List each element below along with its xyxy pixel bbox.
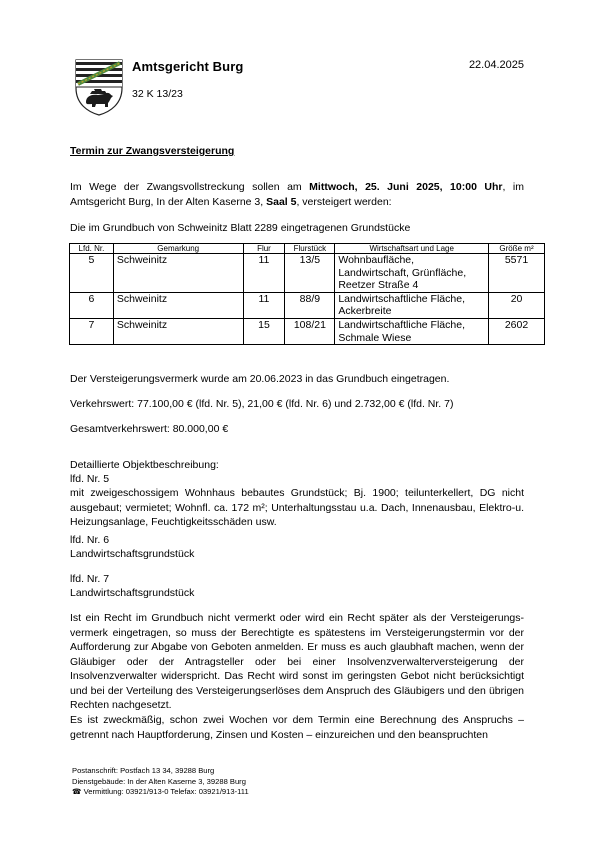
parcel-table	[69, 243, 545, 345]
cell-line: Landwirtschaft, Grünfläche,	[338, 266, 467, 279]
cell-wirtschaftsart	[335, 254, 489, 293]
table-row	[70, 254, 545, 293]
cell-line: Wohnbaufläche,	[338, 254, 415, 266]
verkehrswert-text: Verkehrswert: 77.100,00 € (lfd. Nr. 5), 21,00 € (lfd. Nr. 6) und 2.732,00 € (lfd. Nr. 7)	[70, 398, 454, 410]
footer-vermittlung-line	[72, 787, 249, 798]
phone-icon: ☎	[72, 787, 82, 796]
footer-vermittlung: Vermittlung: 03921/913-0 Telefax: 03921/913-111	[83, 787, 249, 796]
gesamtverkehrswert-text: Gesamtverkehrswert: 80.000,00 €	[70, 423, 229, 435]
table-row	[70, 318, 545, 344]
cell-lfd-nr: 5	[70, 254, 114, 293]
intro-text-1: Im Wege der Zwangsvollstreckung sollen am	[70, 181, 310, 193]
footer-dienstgebaeude: Dienstgebäude: In der Alten Kaserne 3, 39288 Burg	[72, 776, 246, 786]
recht-paragraph: Ist ein Recht im Grundbuch nicht vermerkt oder wird ein Recht später als der Versteigerungs-vermerk eingetragen, so muss der Berechtigte es spätestens im Versteigerungstermin vor der Aufforderung zur Abgabe von Geboten anmelden. Er muss es auch glaubhaft machen, wenn der Gläubiger oder der Antragsteller oder bei einer Insolvenzverwalterversteigerung der Insolvenzverwalter widerspricht. Das Recht wird sonst im geringsten Gebot nicht berücksichtigt und bei der Verteilung des Versteigerungserlöses dem Anspruch des Gläubigers und den übrigen Rechten nachgesetzt.	[70, 612, 524, 711]
intro-text-2: , im Amtsgericht Burg, In der Alten Kaserne 3,	[70, 181, 524, 208]
cell-lfd-nr: 6	[70, 292, 114, 318]
header-flurstueck: Flurstück	[285, 244, 335, 254]
cell-groesse: 20	[489, 292, 545, 318]
table-row	[70, 292, 545, 318]
objekt-nr6-text: Landwirtschaftsgrundstück	[70, 548, 195, 560]
cell-flur: 15	[243, 318, 285, 344]
header-groesse: Größe m²	[489, 244, 545, 254]
auction-room: Saal 5	[266, 195, 297, 208]
cell-flurstueck: 13/5	[285, 254, 335, 293]
cell-groesse: 5571	[489, 254, 545, 293]
header-flur: Flur	[243, 244, 285, 254]
zweck-paragraph: Es ist zweckmäßig, schon zwei Wochen vor dem Termin eine Berechnung des Anspruchs – getrennt nach Hauptforderung, Zinsen und Kosten – einzureichen und den beanspruchten	[70, 714, 524, 741]
objekt-nr7-label: lfd. Nr. 7	[70, 573, 110, 585]
cell-flur: 11	[243, 254, 285, 293]
document-title: Termin zur Zwangsversteigerung	[70, 145, 235, 157]
objekt-nr6-label: lfd. Nr. 6	[70, 534, 110, 546]
intro-text-3: , versteigert werden:	[296, 195, 392, 208]
cell-flur: 11	[243, 292, 285, 318]
cell-gemarkung: Schweinitz	[113, 254, 243, 293]
cell-flurstueck: 88/9	[285, 292, 335, 318]
cell-gemarkung: Schweinitz	[113, 292, 243, 318]
intro-paragraph	[70, 180, 524, 209]
objekt-nr7-text: Landwirtschaftsgrundstück	[70, 587, 195, 599]
cell-flurstueck: 108/21	[285, 318, 335, 344]
table-header-row	[70, 244, 545, 254]
cell-wirtschaftsart	[335, 292, 489, 318]
objekt-nr5-text: mit zweigeschossigem Wohnhaus bebautes Grundstück; Bj. 1900; teilunterkellert, DG nicht ausgebaut; vermietet; Wohnfl. ca. 172 m²; Unterhaltungsstau u.a. Dach, Innenausbau, Elektro-u. Heizungsanlage, Feuchtigkeitsschäden usw.	[70, 487, 524, 528]
footer	[72, 766, 249, 798]
cell-line: Schmale Wiese	[338, 331, 412, 344]
cell-line: Ackerbreite	[338, 305, 392, 318]
auction-date: Mittwoch, 25. Juni 2025, 10:00 Uhr	[309, 181, 503, 193]
cell-line: Landwirtschaftliche Fläche,	[338, 292, 465, 305]
court-name: Amtsgericht Burg	[132, 59, 244, 74]
header-gemarkung: Gemarkung	[113, 244, 243, 254]
cell-groesse: 2602	[489, 318, 545, 344]
cell-lfd-nr: 7	[70, 318, 114, 344]
grundbuch-line: Die im Grundbuch von Schweinitz Blatt 2289 eingetragenen Grundstücke	[70, 222, 411, 234]
vermerk-text: Der Versteigerungsvermerk wurde am 20.06.2023 in das Grundbuch eingetragen.	[70, 373, 450, 385]
cell-wirtschaftsart	[335, 318, 489, 344]
header-wirtschaftsart: Wirtschaftsart und Lage	[335, 244, 489, 254]
document-date: 22.04.2025	[468, 59, 524, 71]
header-lfd-nr: Lfd. Nr.	[70, 244, 114, 254]
cell-gemarkung: Schweinitz	[113, 318, 243, 344]
coat-of-arms-icon	[74, 58, 124, 116]
cell-line: Reetzer Straße 4	[338, 279, 419, 292]
case-number: 32 K 13/23	[132, 88, 183, 100]
objekt-nr5-label: lfd. Nr. 5	[70, 473, 110, 485]
footer-postanschrift: Postanschrift: Postfach 13 34, 39288 Burg	[72, 766, 215, 775]
cell-line: Landwirtschaftliche Fläche,	[338, 318, 465, 331]
objekt-heading: Detaillierte Objektbeschreibung:	[70, 459, 219, 471]
